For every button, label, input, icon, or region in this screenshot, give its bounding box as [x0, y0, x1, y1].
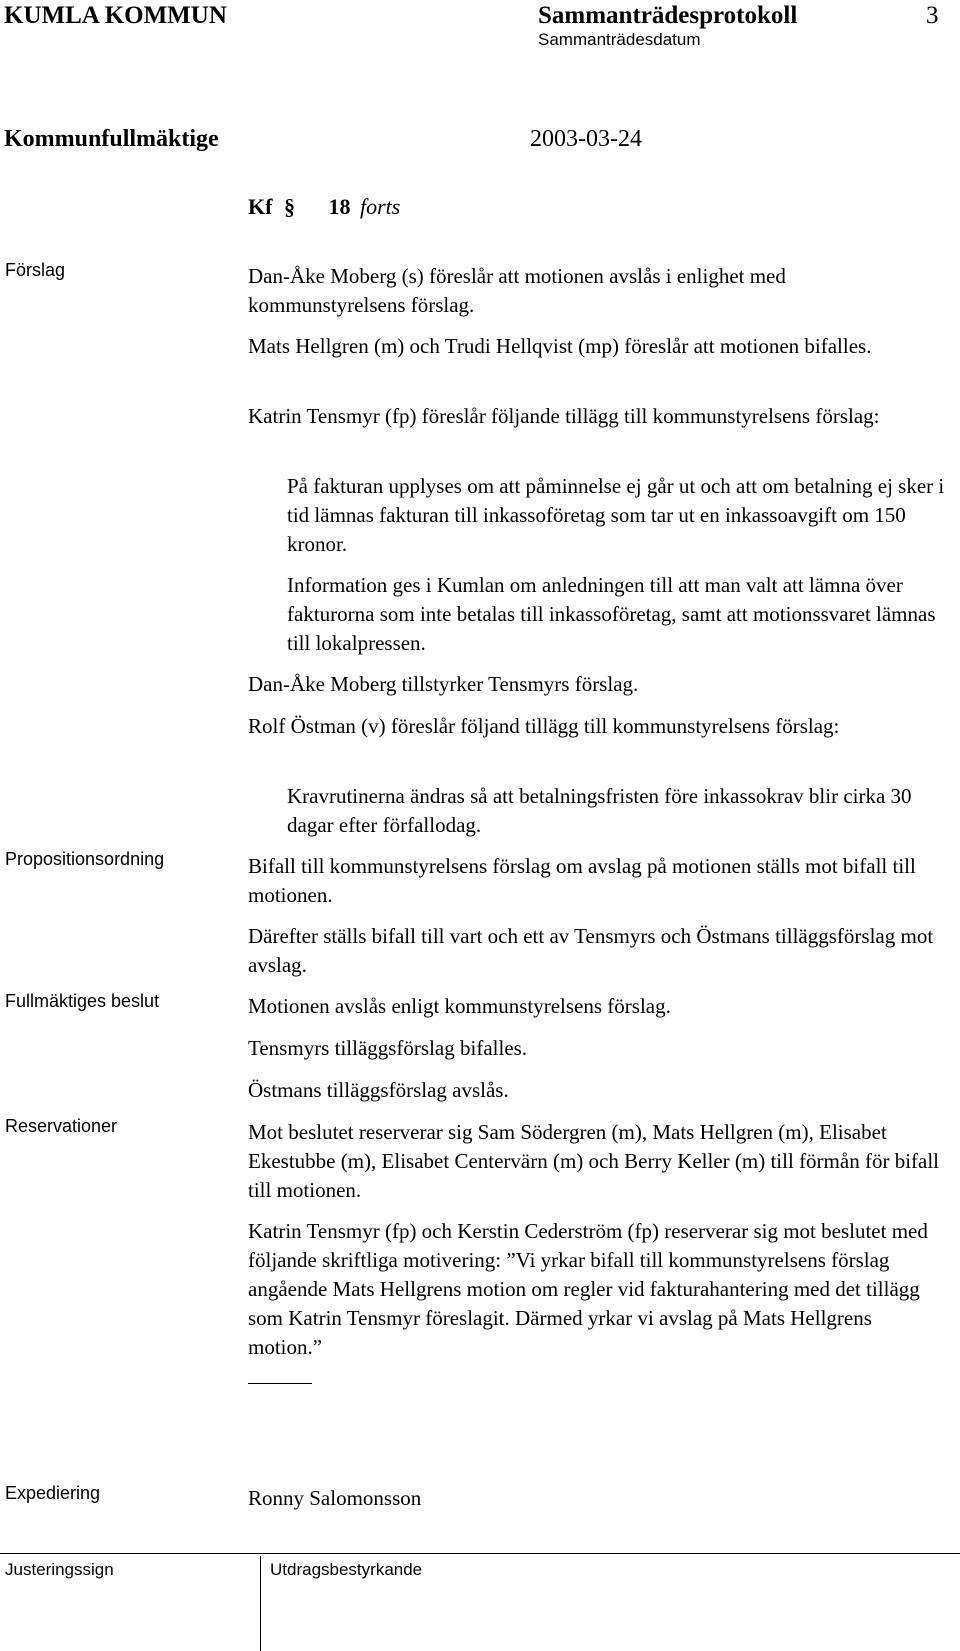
- section-heading: [248, 194, 400, 220]
- proposal-ostman: Rolf Östman (v) föreslår följand tillägg till kommunstyrelsens förslag:: [248, 714, 840, 738]
- ostman-addition: Kravrutinerna ändras så att betalningsfristen före inkassokrav blir cirka 30 dagar efter förfallodag.: [287, 784, 912, 837]
- meeting-date: 2003-03-24: [530, 126, 642, 152]
- footer-divider: [260, 1556, 261, 1651]
- label-forslag: Förslag: [5, 260, 66, 280]
- proposition-order-2: Därefter ställs bifall till vart och ett av Tensmyrs och Östmans tilläggsförslag mot avslag.: [248, 924, 934, 977]
- moberg-support: Dan-Åke Moberg tillstyrker Tensmyrs förslag.: [248, 672, 639, 696]
- decision-2: Tensmyrs tilläggsförslag bifalles.: [248, 1036, 528, 1060]
- proposal-moberg: Dan-Åke Moberg (s) föreslår att motionen avslås i enlighet med kommunstyrelsens förslag.: [248, 264, 786, 317]
- organization-name: KUMLA KOMMUN: [4, 2, 227, 29]
- label-expediering: Expediering: [5, 1483, 101, 1503]
- tensmyr-addition-1: På fakturan upplyses om att påminnelse ej går ut och att om betalning ej sker i tid lämnas fakturan till inkassoföretag som tar ut en inkassoavgift om 150 kronor.: [287, 474, 945, 556]
- justeringssign-label: Justeringssign: [5, 1560, 114, 1579]
- section-continued: forts: [359, 194, 401, 219]
- reservation-1: Mot beslutet reserverar sig Sam Södergren (m), Mats Hellgren (m), Elisabet Ekestubbe (m), Elisabet Centervärn (m) och Berry Keller (m) till förmån för bifall till motionen.: [248, 1120, 940, 1202]
- body-name: Kommunfullmäktige: [4, 126, 219, 152]
- label-beslut: Fullmäktiges beslut: [5, 991, 160, 1011]
- label-propositionsordning: Propositionsordning: [5, 849, 165, 869]
- reservation-2: Katrin Tensmyr (fp) och Kerstin Cederström (fp) reserverar sig mot beslutet med följande skriftliga motivering: ”Vi yrkar bifall till kommunstyrelsens förslag angående Mats Hellgrens motion om regler vid fakturahantering med det tillägg som Katrin Tensmyr föreslagit. Därmed yrkar vi avslag på Mats Hellgrens motion.”: [248, 1219, 928, 1359]
- section-number: 18: [328, 194, 351, 219]
- section-para-sign: §: [283, 194, 295, 219]
- section-kf: Kf: [248, 194, 273, 219]
- tensmyr-addition-2: Information ges i Kumlan om anledningen till att man valt att lämna över fakturorna som inte betalas till inkassoföretag, samt att motionssvaret lämnas till lokalpressen.: [287, 573, 936, 655]
- proposal-tensmyr: Katrin Tensmyr (fp) föreslår följande tillägg till kommunstyrelsens förslag:: [248, 404, 880, 428]
- decision-3: Östmans tilläggsförslag avslås.: [248, 1078, 509, 1102]
- end-rule: [248, 1383, 312, 1384]
- expediering-value: Ronny Salomonsson: [248, 1486, 422, 1510]
- proposal-hellgren: Mats Hellgren (m) och Trudi Hellqvist (mp) föreslår att motionen bifalles.: [248, 334, 872, 358]
- decision-1: Motionen avslås enligt kommunstyrelsens förslag.: [248, 994, 671, 1018]
- page-number: 3: [926, 2, 939, 29]
- document-title: Sammanträdesprotokoll: [538, 2, 798, 29]
- utdragsbestyrkande-label: Utdragsbestyrkande: [270, 1560, 423, 1579]
- footer-rule: [0, 1553, 960, 1554]
- date-label: Sammanträdesdatum: [538, 30, 701, 49]
- proposition-order-1: Bifall till kommunstyrelsens förslag om avslag på motionen ställs mot bifall till motionen.: [248, 854, 916, 907]
- label-reservationer: Reservationer: [5, 1116, 118, 1136]
